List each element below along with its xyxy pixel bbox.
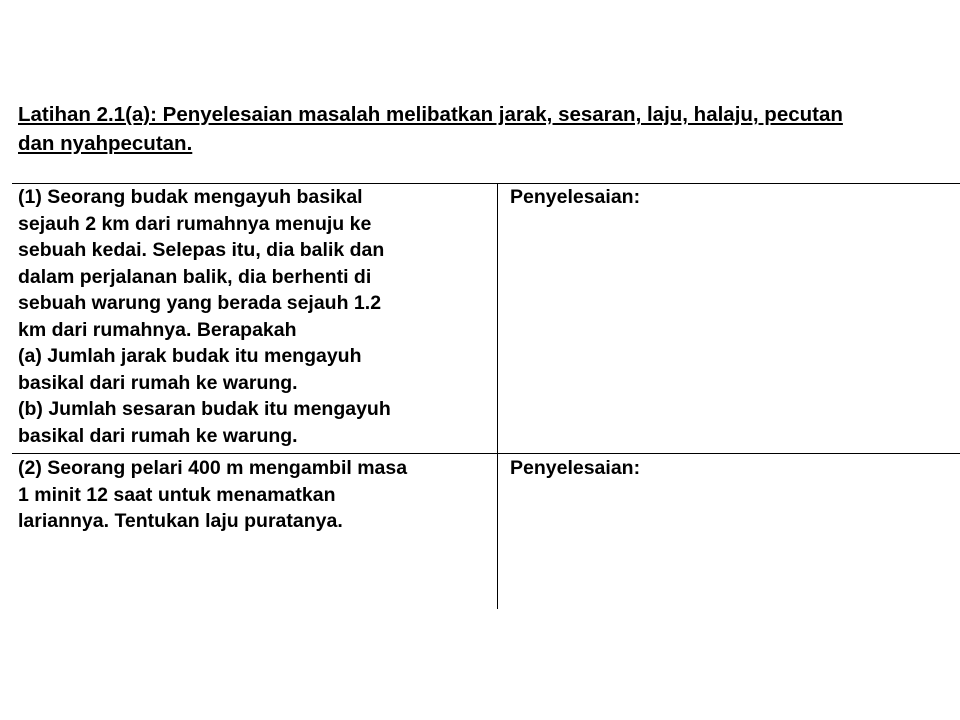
answer-1-cell[interactable] <box>510 184 640 211</box>
answer-2-label: Penyelesaian: <box>510 457 641 479</box>
question-1-line: sebuah kedai. Selepas itu, dia balik dan <box>18 239 385 261</box>
question-1-line: km dari rumahnya. Berapakah <box>18 318 297 341</box>
question-1-cell <box>18 184 391 449</box>
table-row-divider <box>12 453 960 454</box>
answer-2-cell[interactable] <box>510 455 640 482</box>
question-2-line: lariannya. Tentukan laju puratanya. <box>18 510 343 532</box>
question-1-line: basikal dari rumah ke warung. <box>18 424 298 447</box>
question-1-line: sebuah warung yang berada sejauh 1.2 <box>18 292 382 314</box>
question-1-line: dalam perjalanan balik, dia berhenti di <box>18 265 372 288</box>
question-2-line: (2) Seorang pelari 400 m mengambil masa <box>18 457 408 479</box>
table-column-divider <box>497 183 498 609</box>
question-1-line: sejauh 2 km dari rumahnya menuju ke <box>18 212 372 235</box>
answer-1-label: Penyelesaian: <box>510 186 641 208</box>
question-1-line: (b) Jumlah sesaran budak itu mengayuh <box>18 398 391 420</box>
heading-line-2: dan nyahpecutan. <box>18 132 193 155</box>
question-2-line: 1 minit 12 saat untuk menamatkan <box>18 483 336 506</box>
question-1-line: (1) Seorang budak mengayuh basikal <box>18 186 363 208</box>
question-1-line: (a) Jumlah jarak budak itu mengayuh <box>18 345 362 367</box>
question-2-cell <box>18 455 407 535</box>
exercise-heading <box>18 100 960 158</box>
heading-line-1: Latihan 2.1(a): Penyelesaian masalah melibatkan jarak, sesaran, laju, halaju, pecutan <box>18 103 843 126</box>
question-1-line: basikal dari rumah ke warung. <box>18 371 298 394</box>
